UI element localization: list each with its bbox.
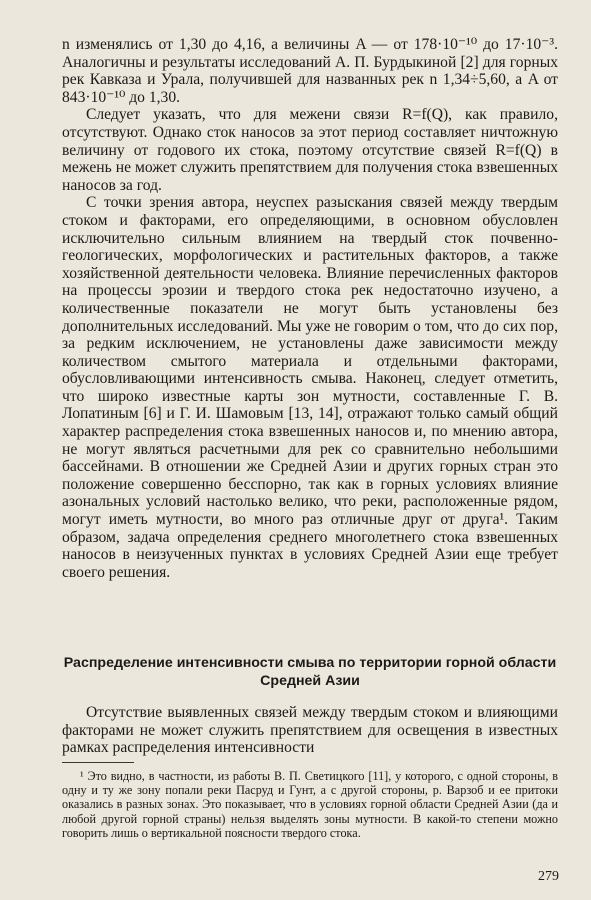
paragraph-author-view: С точки зрения автора, неуспех разыскания связей между твердым стоком и факторами, его определяющими, в основном обусловлен исключительно сильным влиянием на твердый сток почвенно-геологических, морфологических и растительных факторов, а также хозяйственной деятельности человека. Влияние перечисленных факторов на процессы эрозии и твердого стока рек недостаточно изучено, а количественные показатели не могут быть установлены без дополнительных исследований. Мы уже не говорим о том, что до сих пор, за редким исключением, не установлены даже зависимости между количеством смытого материала и отдельными факторами, обусловливающими интенсивность смыва. Наконец, следует отметить, что широко известные карты зон мутности, составленные Г. В. Лопатиным [6] и Г. И. Шамовым [13, 14], отражают только самый общий характер распределения стока взвешенных наносов и, по мнению автора, не могут являться расчетными для рек со сравнительно небольшими бассейнами. В отношении же Средней Азии и других горных стран это положение совершенно бесспорно, так как в горных условиях влияние азональных условий настолько велико, что реки, расположенные рядом, могут иметь мутности, во много раз отличные друг от друга¹. Таким образом, задача определения среднего многолетнего стока взвешенных наносов в неизученных пунктах в условиях Средней Азии еще требует своего решения. [62, 194, 558, 581]
page-number: 279 [538, 869, 559, 884]
paragraph-continuation: n изменялись от 1,30 до 4,16, а величины A — от 178·10⁻¹⁰ до 17·10⁻³. Аналогичны и результаты исследований А. П. Бурдыкиной [2] для горных рек Кавказа и Урала, получившей для названных рек n 1,34÷5,60, а A от 843·10⁻¹⁰ до 1,30. [62, 36, 558, 106]
paragraph-suspended-sediment: Следует указать, что для межени связи R=f(Q), как правило, отсутствуют. Однако сток наносов за этот период составляет ничтожную величину от годового их стока, поэтому отсутствие связей R=f(Q) в межень не может служить препятствием для получения стока взвешенных наносов за год. [62, 106, 558, 194]
section-heading: Распределение интенсивности смыва по территории горной области Средней Азии [63, 655, 557, 689]
footnote-divider [62, 762, 134, 763]
paragraph-after-heading: Отсутствие выявленных связей между твердым стоком и влияющими факторами не может служить препятствием для освещения в известных рамках распределения интенсивности [62, 704, 558, 757]
main-text [62, 36, 558, 581]
footnote: ¹ Это видно, в частности, из работы В. П. Светицкого [11], у которого, с одной стороны, в одну и ту же зону попали реки Пасруд и Гунт, а с другой стороны, р. Варзоб и ее притоки оказались в разных зонах. Это показывает, что в условиях горной области Средней Азии (да и любой другой горной страны) нельзя выделять зоны мутности. В какой-то степени можно говорить лишь о вертикальной поясности твердого стока. [62, 769, 558, 840]
